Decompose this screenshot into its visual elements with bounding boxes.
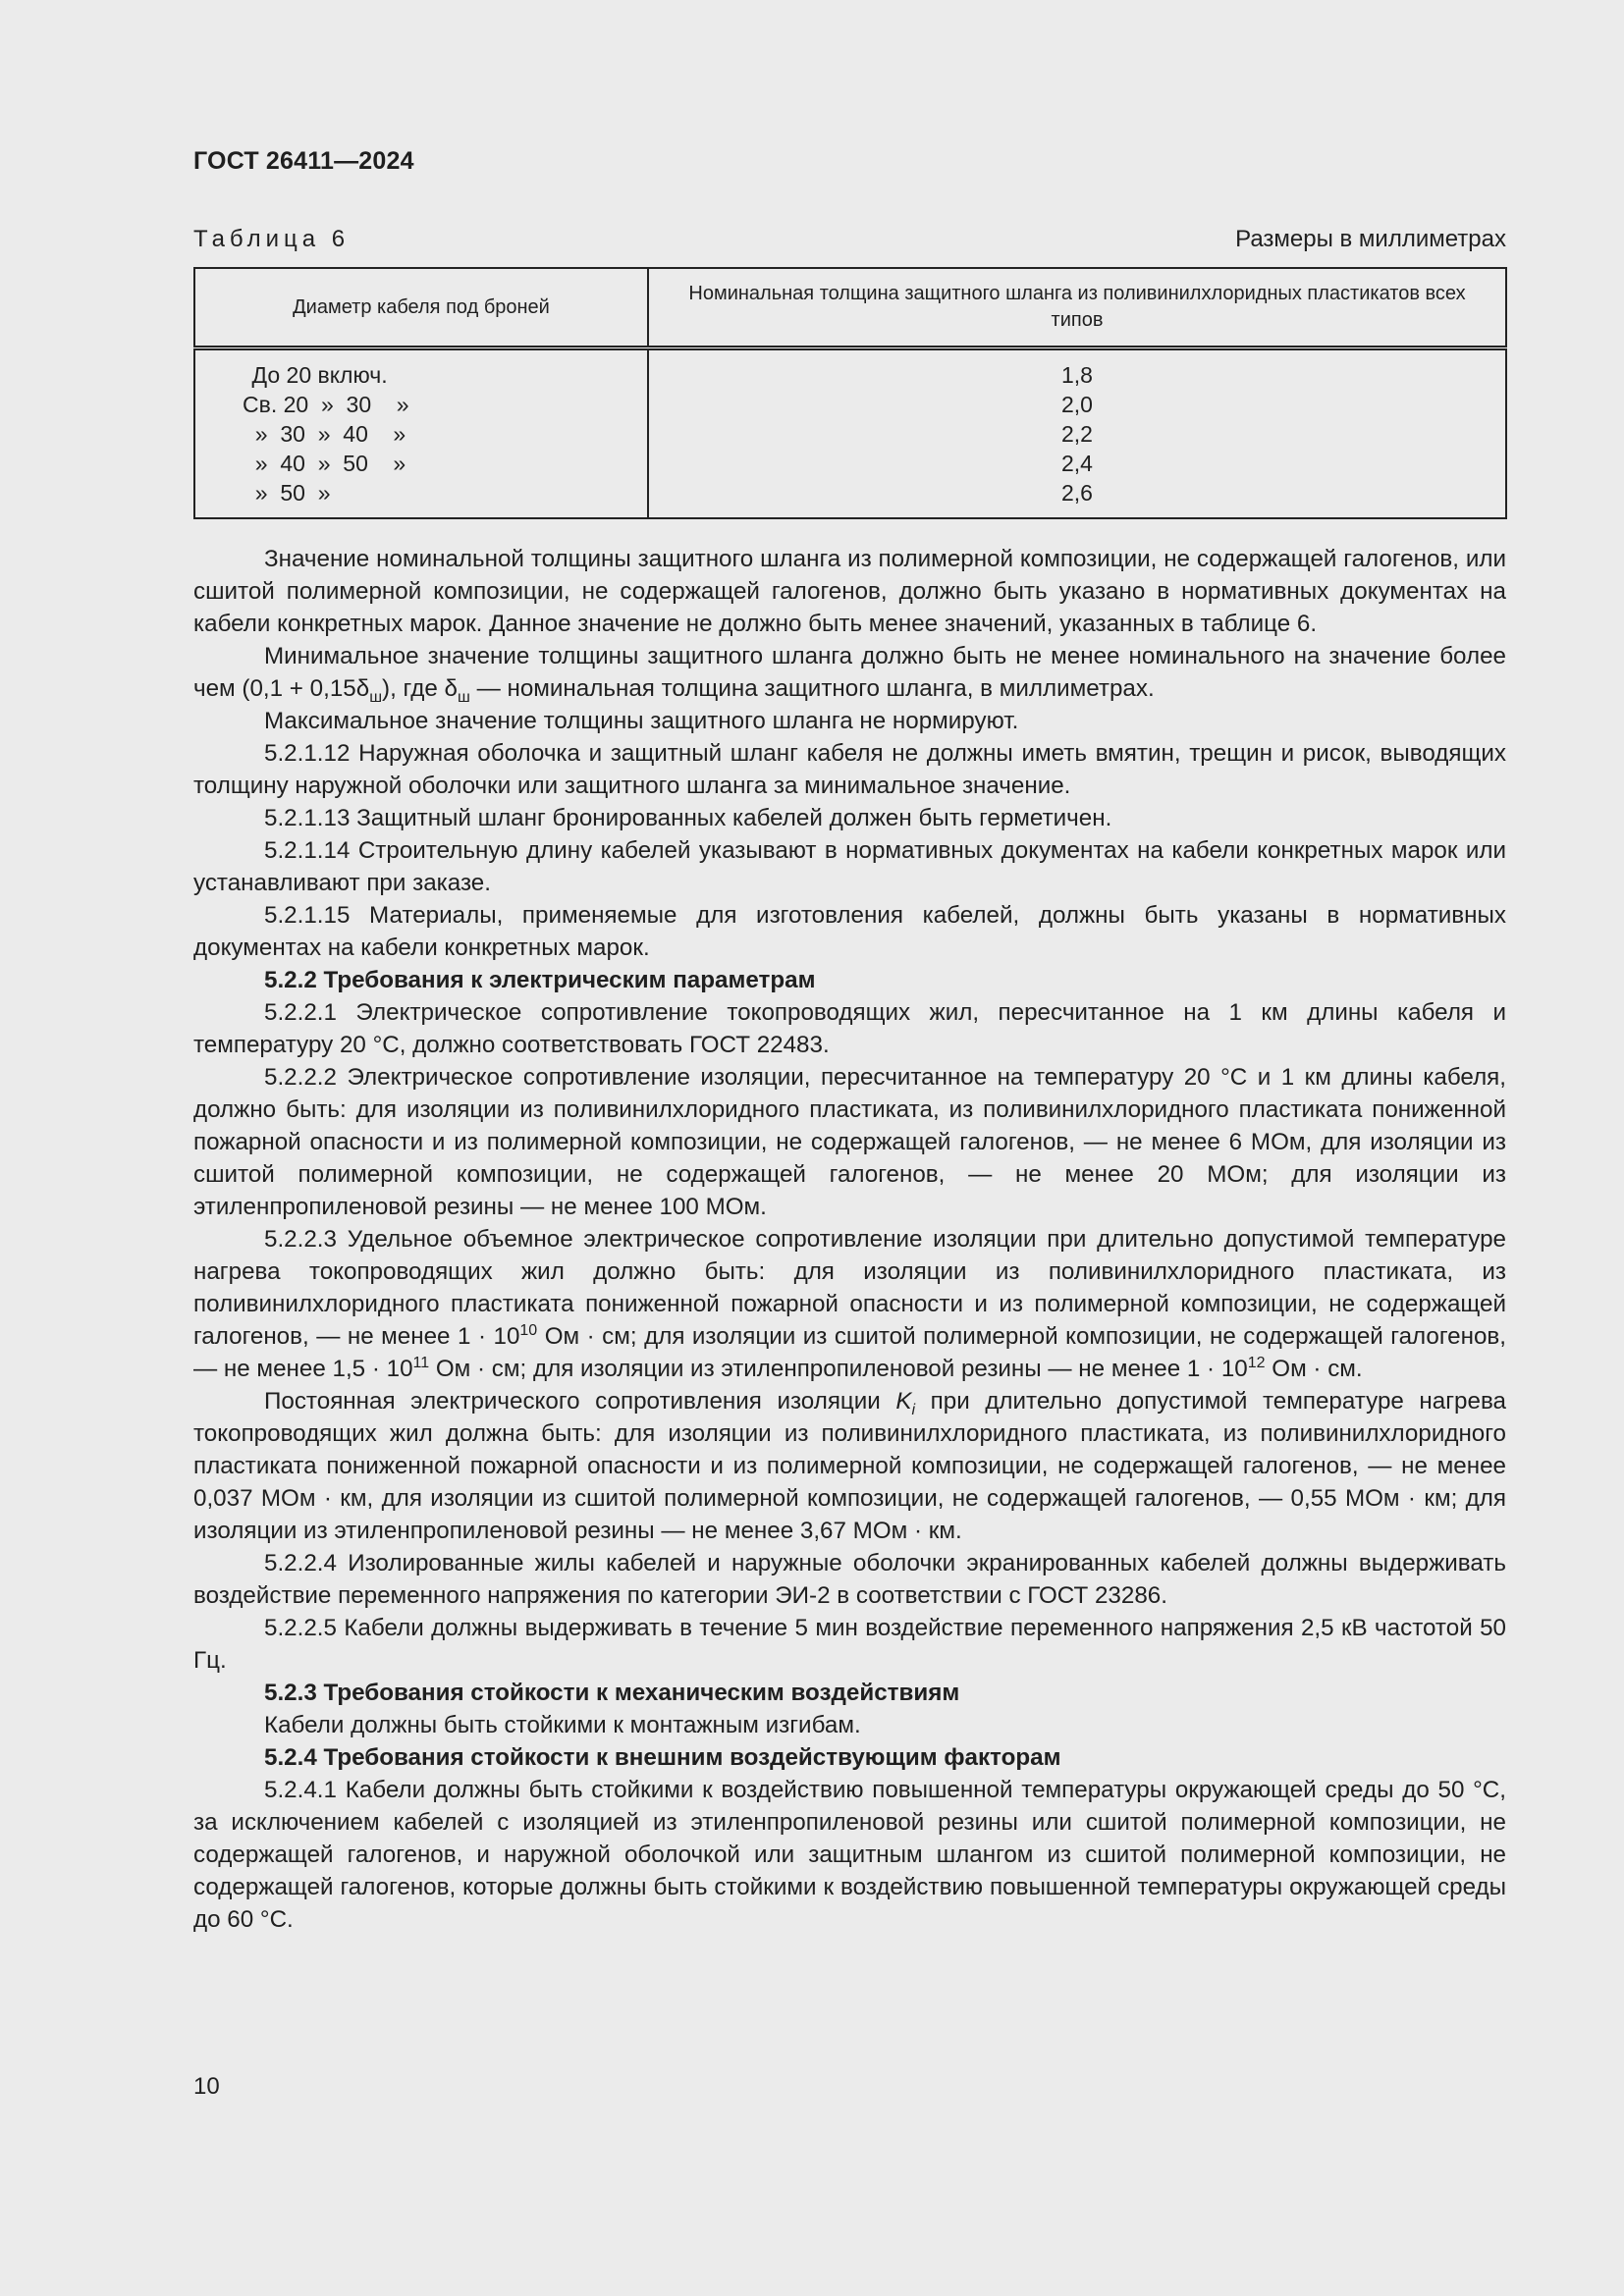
paragraph: 5.2.2.1 Электрическое сопротивление токопроводящих жил, пересчитанное на 1 км длины кабеля и температуру 20 °С, должно соответствовать ГОСТ 22483. <box>193 999 1506 1058</box>
paragraph: 5.2.2.2 Электрическое сопротивление изоляции, пересчитанное на температуру 20 °С и 1 км длины кабеля, должно быть: для изоляции из поливинилхлоридного пластиката, из поливинилхлоридного пластиката пониженной пожарной опасности и из полимерной композиции, не содержащей галогенов, — не менее 6 МОм, для изоляции из сшитой полимерной композиции, не содержащей галогенов, — не менее 20 МОм; для изоляции из этиленпропиленовой резины — не менее 100 МОм. <box>193 1064 1506 1220</box>
paragraph: 5.2.1.12 Наружная оболочка и защитный шланг кабеля не должны иметь вмятин, трещин и рисок, выводящих толщину наружной оболочки или защитного шланга за минимальное значение. <box>193 740 1506 799</box>
table-row-diameter: До 20 включ. <box>195 362 388 388</box>
section-heading: 5.2.3 Требования стойкости к механическим воздействиям <box>264 1680 960 1706</box>
table-caption-row <box>193 226 1506 253</box>
paragraph: Постоянная электрического сопротивления изоляции $K_i$ при длительно допустимой температуре нагрева токопроводящих жил должна быть: для изоляции из поливинилхлоридного пластиката, из поливинилхлоридного пластиката пониженной пожарной опасности и из полимерной композиции, не содержащей галогенов, — не менее 0,037 МОм · км, для изоляции из сшитой полимерной композиции, не содержащей галогенов, — 0,55 МОм · км; для изоляции из этиленпропиленовой резины — не менее 3,67 МОм · км. <box>193 1388 1506 1544</box>
paragraph: Значение номинальной толщины защитного шланга из полимерной композиции, не содержащей галогенов, или сшитой полимерной композиции, не содержащей галогенов, должно быть указано в нормативных документах на кабели конкретных марок. Данное значение не должно быть менее значений, указанных в таблице 6. <box>193 546 1506 637</box>
table-row-thickness: 2,2 <box>1061 421 1093 447</box>
table-row-diameter: » 50 » <box>243 480 331 506</box>
paragraph: 5.2.1.15 Материалы, применяемые для изготовления кабелей, должны быть указаны в нормативных документах на кабели конкретных марок. <box>193 902 1506 961</box>
body-text <box>193 543 1506 1936</box>
section-heading: 5.2.4 Требования стойкости к внешним воздействующим факторам <box>264 1744 1061 1771</box>
table-body-row <box>194 348 1506 519</box>
table-6 <box>193 267 1507 519</box>
table-row-diameter: Св. 20 » 30 » <box>243 392 409 417</box>
col2-header: Номинальная толщина защитного шланга из поливинилхлоридных пластикатов всех типов <box>648 268 1506 348</box>
table-row-thickness: 2,0 <box>1061 392 1093 417</box>
table-row-thickness: 1,8 <box>1061 362 1093 388</box>
table-row-thickness: 2,4 <box>1061 451 1093 476</box>
paragraph: 5.2.2.3 Удельное объемное электрическое сопротивление изоляции при длительно допустимой температуре нагрева токопроводящих жил должно быть: для изоляции из поливинилхлоридного пластиката, из поливинилхлоридного пластиката пониженной пожарной опасности и из полимерной композиции, не содержащей галогенов, — не менее $1 \cdot 10^{10}$ Ом · см; для изоляции из сшитой полимерной композиции, не содержащей галогенов, — не менее $1,5 \cdot 10^{11}$ Ом · см; для изоляции из этиленпропиленовой резины — не менее $1 \cdot 10^{12}$ Ом · см. <box>193 1226 1507 1382</box>
table-header-row <box>194 268 1506 348</box>
paragraph: Минимальное значение толщины защитного шланга должно быть не менее номинального на значение более чем $(0,1 + 0,15\delta_ш)$, где $\delta_ш$ — номинальная толщина защитного шланга, в миллиметрах. <box>193 643 1506 706</box>
section-heading: 5.2.2 Требования к электрическим параметрам <box>264 967 816 993</box>
page-number: 10 <box>193 2073 220 2100</box>
paragraph: 5.2.4.1 Кабели должны быть стойкими к воздействию повышенной температуры окружающей среды до 50 °С, за исключением кабелей с изоляцией из этиленпропиленовой резины или сшитой полимерной композиции, не содержащей галогенов, и наружной оболочкой или защитным шлангом из сшитой полимерной композиции, не содержащей галогенов, которые должны быть стойкими к воздействию повышенной температуры окружающей среды до 60 °С. <box>193 1777 1506 1933</box>
thickness-cell <box>648 348 1506 519</box>
paragraph: 5.2.2.4 Изолированные жилы кабелей и наружные оболочки экранированных кабелей должны выдерживать воздействие переменного напряжения по категории ЭИ-2 в соответствии с ГОСТ 23286. <box>193 1550 1506 1609</box>
table-row-thickness: 2,6 <box>1061 480 1093 506</box>
document-header: ГОСТ 26411—2024 <box>193 147 414 175</box>
table-caption: Таблица 6 <box>193 226 351 252</box>
paragraph: 5.2.1.13 Защитный шланг бронированных кабелей должен быть герметичен. <box>264 805 1112 831</box>
diameter-cell <box>194 348 648 519</box>
paragraph: Максимальное значение толщины защитного шланга не нормируют. <box>264 708 1019 734</box>
paragraph: 5.2.1.14 Строительную длину кабелей указывают в нормативных документах на кабели конкретных марок или устанавливают при заказе. <box>193 837 1506 896</box>
table-units: Размеры в миллиметрах <box>1235 226 1506 252</box>
table-row-diameter: » 30 » 40 » <box>243 421 406 447</box>
col1-header: Диаметр кабеля под броней <box>194 268 648 348</box>
paragraph: Кабели должны быть стойкими к монтажным изгибам. <box>264 1712 861 1738</box>
paragraph: 5.2.2.5 Кабели должны выдерживать в течение 5 мин воздействие переменного напряжения 2,5 кВ частотой 50 Гц. <box>193 1615 1506 1674</box>
table-row-diameter: » 40 » 50 » <box>243 451 406 476</box>
